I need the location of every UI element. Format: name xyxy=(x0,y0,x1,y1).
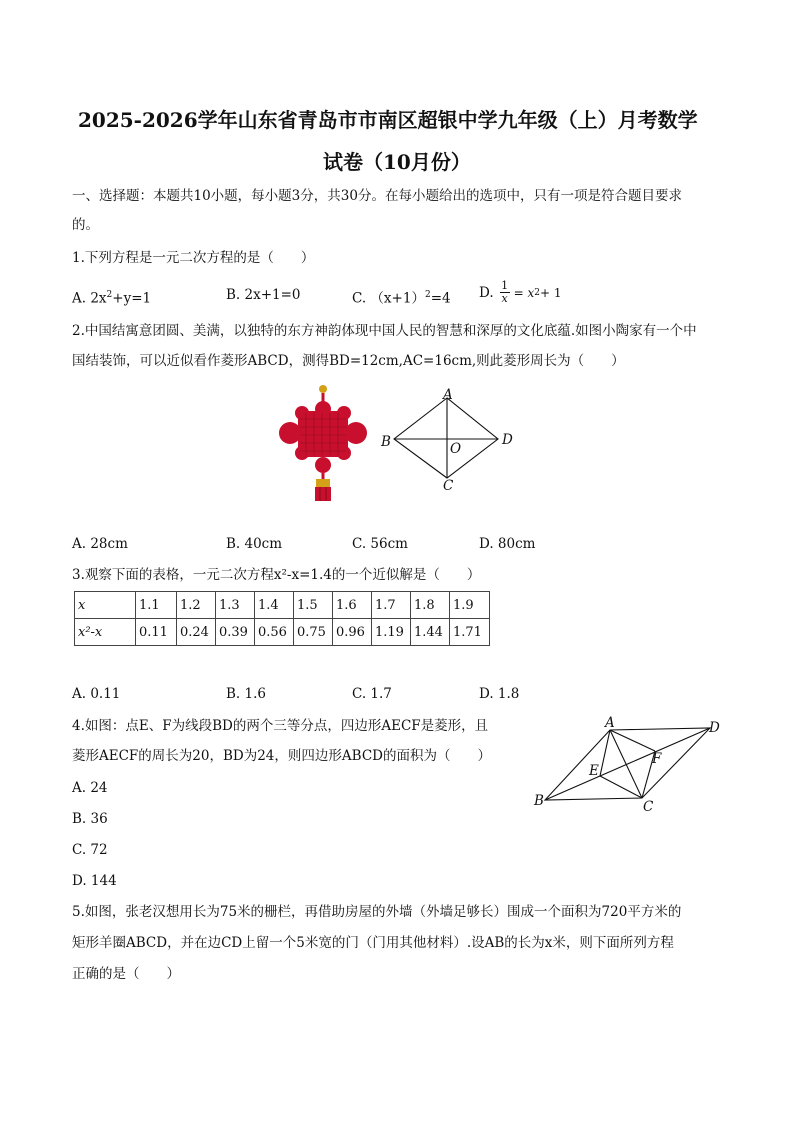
rhombus-label-a: A xyxy=(443,387,453,403)
para-label-e: E xyxy=(589,763,599,779)
table-cell: 0.96 xyxy=(333,619,372,646)
table-cell: 0.11 xyxy=(136,619,177,646)
doc-title-line1: 2025-2026学年山东省青岛市市南区超银中学九年级（上）月考数学 xyxy=(78,108,698,132)
q3-option-b: B. 1.6 xyxy=(226,686,266,702)
q3-value-table xyxy=(74,591,490,646)
q2-option-b: B. 40cm xyxy=(226,536,283,552)
table-cell: 1.44 xyxy=(411,619,450,646)
chinese-knot-image xyxy=(276,383,370,503)
q2-option-c: C. 56cm xyxy=(352,536,408,552)
table-cell: 1.9 xyxy=(450,592,490,619)
para-label-c: C xyxy=(643,799,654,815)
table-cell: x²-x xyxy=(75,619,136,646)
q2-option-a: A. 28cm xyxy=(72,536,128,552)
table-cell: 1.71 xyxy=(450,619,490,646)
table-cell: 0.39 xyxy=(216,619,255,646)
q2-option-d: D. 80cm xyxy=(479,536,536,552)
table-cell: 1.3 xyxy=(216,592,255,619)
table-cell: 1.5 xyxy=(294,592,333,619)
table-cell: 1.1 xyxy=(136,592,177,619)
q1-option-b: B. 2x+1=0 xyxy=(226,287,301,303)
q2-stem-line2: 国结装饰，可以近似看作菱形ABCD，测得BD=12cm,AC=16cm,则此菱形周长为（ ） xyxy=(72,353,625,369)
rhombus-label-c: C xyxy=(443,478,454,494)
q5-stem-line3: 正确的是（ ） xyxy=(72,966,180,982)
table-cell: 0.75 xyxy=(294,619,333,646)
rhombus-label-d: D xyxy=(502,432,513,448)
table-cell: 1.8 xyxy=(411,592,450,619)
table-cell: 1.4 xyxy=(255,592,294,619)
q2-stem-line1: 2.中国结寓意团圆、美满，以独特的东方神韵体现中国人民的智慧和深厚的文化底蕴.如图小陶家有一个中 xyxy=(72,323,697,339)
q4-stem-line1: 4.如图：点E、F为线段BD的两个三等分点，四边形AECF是菱形，且 xyxy=(72,718,489,734)
q4-option-a: A. 24 xyxy=(72,780,108,796)
para-label-a: A xyxy=(605,715,615,731)
q1-option-d: D. 1 x = x 2 + 1 xyxy=(479,279,562,305)
q4-option-c: C. 72 xyxy=(72,842,108,858)
para-label-d: D xyxy=(709,720,720,736)
q1-option-a: A. $2x^2+y=1$ xyxy=(72,290,152,307)
q1-option-c: C. $(x+1)^2=4$ xyxy=(352,290,451,307)
table-cell: 0.24 xyxy=(177,619,216,646)
doc-title-line2: 试卷（10月份） xyxy=(323,150,471,174)
q3-stem: 3.观察下面的表格，一元二次方程x²-x=1.4的一个近似解是（ ） xyxy=(72,567,481,583)
table-cell: 1.6 xyxy=(333,592,372,619)
q5-stem-line2: 矩形羊圈ABCD，并在边CD上留一个5米宽的门（门用其他材料）.设AB的长为x米，则下面所列方程 xyxy=(72,935,674,951)
q1-stem: 1.下列方程是一元二次方程的是（ ） xyxy=(72,250,315,266)
rhombus-label-b: B xyxy=(381,434,391,450)
table-row xyxy=(75,592,490,619)
section-header-cont: 的。 xyxy=(72,217,99,233)
q3-option-a: A. 0.11 xyxy=(72,686,121,702)
table-cell: x xyxy=(75,592,136,619)
parallelogram-figure-q4 xyxy=(530,718,730,818)
para-label-b: B xyxy=(534,793,544,809)
para-label-f: F xyxy=(652,751,662,767)
rhombus-label-o: O xyxy=(450,441,462,457)
table-cell: 1.2 xyxy=(177,592,216,619)
q5-stem-line1: 5.如图，张老汉想用长为75米的栅栏，再借助房屋的外墙（外墙足够长）围成一个面积为720平方米的 xyxy=(72,904,682,920)
table-cell: 1.7 xyxy=(372,592,411,619)
table-cell: 1.19 xyxy=(372,619,411,646)
section-header: 一、选择题：本题共10小题，每小题3分，共30分。在每小题给出的选项中，只有一项是符合题目要求 xyxy=(72,188,682,204)
q4-option-d: D. 144 xyxy=(72,873,117,889)
q3-option-c: C. 1.7 xyxy=(352,686,392,702)
q3-option-d: D. 1.8 xyxy=(479,686,520,702)
q4-option-b: B. 36 xyxy=(72,811,108,827)
table-cell: 0.56 xyxy=(255,619,294,646)
table-row xyxy=(75,619,490,646)
q4-stem-line2: 菱形AECF的周长为20，BD为24，则四边形ABCD的面积为（ ） xyxy=(72,748,491,764)
